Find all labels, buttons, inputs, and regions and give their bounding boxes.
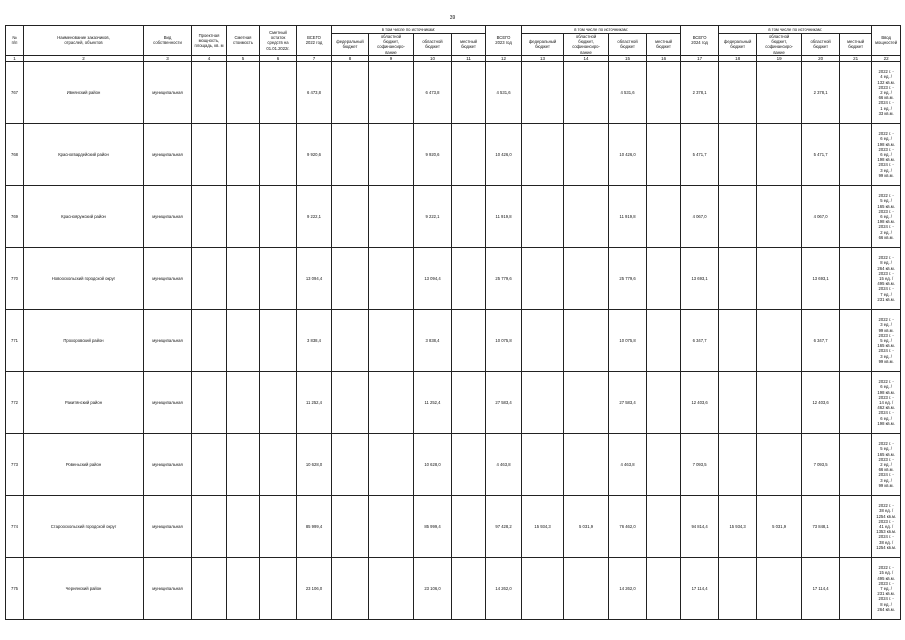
total-2024: 12 403,6 <box>681 372 719 434</box>
col-number: 16 <box>647 55 681 61</box>
total-2022: 13 094,4 <box>297 248 332 310</box>
col-number: 18 <box>719 55 757 61</box>
col-number: 1 <box>6 55 24 61</box>
capacity-design-cell <box>192 434 227 496</box>
regional-2024: 12 403,6 <box>802 372 840 434</box>
header-regional-cofin-2023: областной бюджет, софинансиро- вание <box>564 34 609 56</box>
table-row <box>6 310 901 372</box>
regional-cofin-2023 <box>564 372 609 434</box>
regional-2023: 14 262,0 <box>609 558 647 620</box>
federal-2022 <box>332 248 369 310</box>
col-number: 9 <box>369 55 414 61</box>
local-2022 <box>452 496 486 558</box>
local-2024 <box>840 124 872 186</box>
federal-2024 <box>719 372 757 434</box>
regional-2024: 7 093,5 <box>802 434 840 496</box>
object-name: Красногвардейский район <box>24 124 144 186</box>
regional-2023: 27 583,4 <box>609 372 647 434</box>
total-2022: 10 628,0 <box>297 434 332 496</box>
total-2024: 7 093,5 <box>681 434 719 496</box>
regional-cofin-2024 <box>757 558 802 620</box>
local-2024 <box>840 62 872 124</box>
ownership-type: муниципальная <box>144 310 192 372</box>
header-local-2024: местный бюджет <box>840 34 872 56</box>
header-no: № п/п <box>6 26 24 56</box>
regional-2023: 4 531,6 <box>609 62 647 124</box>
total-2023: 14 262,0 <box>486 558 522 620</box>
col-number: 20 <box>802 55 840 61</box>
local-2024 <box>840 558 872 620</box>
regional-2022: 85 999,4 <box>414 496 452 558</box>
total-2022: 9 222,1 <box>297 186 332 248</box>
page-number: 39 <box>449 15 456 21</box>
local-2023 <box>647 558 681 620</box>
local-2022 <box>452 372 486 434</box>
total-2023: 97 428,2 <box>486 496 522 558</box>
estimate-cell <box>227 124 260 186</box>
col-number: 14 <box>564 55 609 61</box>
regional-2022: 23 106,0 <box>414 558 452 620</box>
balance-cell <box>260 62 297 124</box>
local-2022 <box>452 124 486 186</box>
commissioning-cell: 2022 г. - 38 ед. / 1254 кв.м. 2023 г. - 41 ед. / 1353 кв.м. 2024 г. - 38 ед. / 1254 кв.м. <box>872 496 901 558</box>
regional-cofin-2022 <box>369 372 414 434</box>
total-2024: 2 378,1 <box>681 62 719 124</box>
balance-cell <box>260 186 297 248</box>
regional-cofin-2022 <box>369 62 414 124</box>
federal-2022 <box>332 372 369 434</box>
regional-2024: 5 471,7 <box>802 124 840 186</box>
header-federal-2023: федеральный бюджет <box>522 34 564 56</box>
header-regional-cofin-2022: областной бюджет, софинансиро- вание <box>369 34 414 56</box>
regional-cofin-2024 <box>757 62 802 124</box>
estimate-cell <box>227 62 260 124</box>
total-2022: 23 106,0 <box>297 558 332 620</box>
regional-2024: 4 067,0 <box>802 186 840 248</box>
col-number: 8 <box>332 55 369 61</box>
ownership-type: муниципальная <box>144 372 192 434</box>
total-2023: 4 463,8 <box>486 434 522 496</box>
federal-2024 <box>719 62 757 124</box>
table-row <box>6 558 901 620</box>
total-2024: 94 814,4 <box>681 496 719 558</box>
header-sources-2023: в том числе по источникам: <box>522 26 681 34</box>
regional-cofin-2024 <box>757 434 802 496</box>
federal-2022 <box>332 62 369 124</box>
regional-2022: 13 094,4 <box>414 248 452 310</box>
total-2024: 6 347,7 <box>681 310 719 372</box>
ownership-type: муниципальная <box>144 124 192 186</box>
local-2023 <box>647 434 681 496</box>
row-number: 770 <box>6 248 24 310</box>
table-row <box>6 124 901 186</box>
capacity-design-cell <box>192 124 227 186</box>
col-number: 21 <box>840 55 872 61</box>
local-2024 <box>840 434 872 496</box>
regional-cofin-2024 <box>757 248 802 310</box>
local-2024 <box>840 496 872 558</box>
regional-2024: 17 114,4 <box>802 558 840 620</box>
regional-cofin-2023 <box>564 434 609 496</box>
commissioning-cell: 2022 г. - 6 ед. / 198 кв.м. 2023 г. - 6 ед. / 198 кв.м. 2024 г. - 3 ед. / 99 кв.м. <box>872 124 901 186</box>
regional-cofin-2023 <box>564 248 609 310</box>
federal-2023 <box>522 186 564 248</box>
regional-2023: 25 779,6 <box>609 248 647 310</box>
local-2023 <box>647 62 681 124</box>
estimate-cell <box>227 434 260 496</box>
object-name: Ровеньский район <box>24 434 144 496</box>
object-name: Ракитянский район <box>24 372 144 434</box>
col-number: 3 <box>144 55 192 61</box>
federal-2024 <box>719 248 757 310</box>
regional-cofin-2023 <box>564 124 609 186</box>
regional-cofin-2023 <box>564 558 609 620</box>
regional-cofin-2022 <box>369 248 414 310</box>
table-row <box>6 62 901 124</box>
total-2024: 5 471,7 <box>681 124 719 186</box>
header-local-2023: местный бюджет <box>647 34 681 56</box>
federal-2023 <box>522 434 564 496</box>
capacity-design-cell <box>192 558 227 620</box>
commissioning-cell: 2022 г. - 8 ед. / 264 кв.м. 2023 г. - 15 ед. / 495 кв.м. 2024 г. - 7 ед. / 231 кв.м. <box>872 248 901 310</box>
total-2022: 6 473,8 <box>297 62 332 124</box>
local-2024 <box>840 186 872 248</box>
row-number: 769 <box>6 186 24 248</box>
total-2023: 25 779,6 <box>486 248 522 310</box>
commissioning-cell: 2022 г. - 4 ед. / 132 кв.м. 2023 г. - 2 ед. / 66 кв.м. 2024 г. - 1 ед. / 33 кв.м. <box>872 62 901 124</box>
local-2022 <box>452 62 486 124</box>
local-2022 <box>452 558 486 620</box>
regional-cofin-2022 <box>369 496 414 558</box>
regional-cofin-2022 <box>369 310 414 372</box>
federal-2024: 15 934,3 <box>719 496 757 558</box>
row-number: 774 <box>6 496 24 558</box>
regional-cofin-2022 <box>369 558 414 620</box>
estimate-cell <box>227 248 260 310</box>
commissioning-cell: 2022 г. - 5 ед. / 165 кв.м. 2023 г. - 2 ед. / 66 кв.м. 2024 г. - 3 ед. / 99 кв.м. <box>872 434 901 496</box>
col-number: 11 <box>452 55 486 61</box>
commissioning-cell: 2022 г. - 15 ед. / 495 кв.м. 2023 г. - 7 ед. / 231 кв.м. 2024 г. - 8 ед. / 264 кв.м. <box>872 558 901 620</box>
estimate-cell <box>227 310 260 372</box>
object-name: Прохоровский район <box>24 310 144 372</box>
header-federal-2024: федеральный бюджет <box>719 34 757 56</box>
ownership-type: муниципальная <box>144 558 192 620</box>
header-total-2023: ВСЕГО 2023 год <box>486 26 522 56</box>
col-number: 15 <box>609 55 647 61</box>
regional-2022: 9 920,6 <box>414 124 452 186</box>
row-number: 767 <box>6 62 24 124</box>
federal-2023: 15 934,3 <box>522 496 564 558</box>
regional-2024: 73 848,1 <box>802 496 840 558</box>
regional-cofin-2022 <box>369 186 414 248</box>
balance-cell <box>260 310 297 372</box>
col-number: 12 <box>486 55 522 61</box>
col-number: 5 <box>227 55 260 61</box>
regional-cofin-2023 <box>564 62 609 124</box>
balance-cell <box>260 558 297 620</box>
header-regional-2023: областной бюджет <box>609 34 647 56</box>
header-sources-2024: в том числе по источникам: <box>719 26 872 34</box>
local-2023 <box>647 310 681 372</box>
header-total-2022: ВСЕГО 2022 год <box>297 26 332 56</box>
regional-cofin-2023: 5 031,9 <box>564 496 609 558</box>
regional-cofin-2024 <box>757 310 802 372</box>
federal-2022 <box>332 186 369 248</box>
federal-2023 <box>522 310 564 372</box>
federal-2023 <box>522 372 564 434</box>
total-2023: 27 583,4 <box>486 372 522 434</box>
local-2022 <box>452 186 486 248</box>
federal-2022 <box>332 496 369 558</box>
federal-2024 <box>719 186 757 248</box>
row-number: 773 <box>6 434 24 496</box>
header-sources-2022: в том числе по источникам: <box>332 26 486 34</box>
regional-cofin-2023 <box>564 186 609 248</box>
total-2024: 17 114,4 <box>681 558 719 620</box>
col-number: 2 <box>24 55 144 61</box>
estimate-cell <box>227 372 260 434</box>
row-number: 771 <box>6 310 24 372</box>
federal-2022 <box>332 558 369 620</box>
local-2023 <box>647 248 681 310</box>
header-ownership: Вид собственности <box>144 26 192 56</box>
header-regional-cofin-2024: областной бюджет, софинансиро- вание <box>757 34 802 56</box>
total-2022: 11 252,4 <box>297 372 332 434</box>
total-2023: 10 426,0 <box>486 124 522 186</box>
capacity-design-cell <box>192 372 227 434</box>
col-number: 17 <box>681 55 719 61</box>
header-balance: Сметный остаток средств на 01.01.2022г. <box>260 26 297 56</box>
header-total-2024: ВСЕГО 2024 год <box>681 26 719 56</box>
ownership-type: муниципальная <box>144 62 192 124</box>
table-row <box>6 496 901 558</box>
estimate-cell <box>227 186 260 248</box>
estimate-cell <box>227 496 260 558</box>
regional-2024: 13 693,1 <box>802 248 840 310</box>
estimate-cell <box>227 558 260 620</box>
commissioning-cell: 2022 г. - 6 ед. / 198 кв.м. 2023 г. - 14 ед. / 462 кв.м. 2024 г. - 6 ед. / 198 кв.м. <box>872 372 901 434</box>
header-regional-2024: областной бюджет <box>802 34 840 56</box>
col-number: 19 <box>757 55 802 61</box>
local-2022 <box>452 310 486 372</box>
regional-2023: 10 426,0 <box>609 124 647 186</box>
capacity-design-cell <box>192 496 227 558</box>
capacity-design-cell <box>192 186 227 248</box>
header-local-2022: местный бюджет <box>452 34 486 56</box>
col-number: 10 <box>414 55 452 61</box>
local-2023 <box>647 124 681 186</box>
regional-cofin-2023 <box>564 310 609 372</box>
table-row <box>6 186 901 248</box>
federal-2023 <box>522 248 564 310</box>
local-2022 <box>452 248 486 310</box>
table-row <box>6 434 901 496</box>
object-name: Старооскольский городской округ <box>24 496 144 558</box>
federal-2022 <box>332 310 369 372</box>
regional-2022: 3 838,4 <box>414 310 452 372</box>
local-2024 <box>840 248 872 310</box>
investment-table <box>5 25 901 620</box>
ownership-type: муниципальная <box>144 496 192 558</box>
object-name: Новооскольский городской округ <box>24 248 144 310</box>
capacity-design-cell <box>192 248 227 310</box>
col-number: 4 <box>192 55 227 61</box>
regional-cofin-2024 <box>757 372 802 434</box>
regional-2022: 11 252,4 <box>414 372 452 434</box>
capacity-design-cell <box>192 310 227 372</box>
total-2024: 4 067,0 <box>681 186 719 248</box>
regional-2024: 6 347,7 <box>802 310 840 372</box>
header-capacity-design: Проектная мощность, площадь, кв. м <box>192 26 227 56</box>
local-2024 <box>840 372 872 434</box>
total-2023: 11 919,8 <box>486 186 522 248</box>
total-2022: 9 920,6 <box>297 124 332 186</box>
local-2023 <box>647 186 681 248</box>
object-name: Ивнянский район <box>24 62 144 124</box>
row-number: 775 <box>6 558 24 620</box>
table-row <box>6 372 901 434</box>
table-row <box>6 248 901 310</box>
row-number: 772 <box>6 372 24 434</box>
federal-2023 <box>522 62 564 124</box>
federal-2024 <box>719 434 757 496</box>
regional-2023: 10 075,8 <box>609 310 647 372</box>
regional-cofin-2024: 5 031,9 <box>757 496 802 558</box>
commissioning-cell: 2022 г. - 5 ед. / 165 кв.м. 2023 г. - 6 ед. / 198 кв.м. 2024 г. - 2 ед. / 66 кв.м. <box>872 186 901 248</box>
header-commissioning: Ввод мощностей <box>872 26 901 56</box>
object-name: Чернянский район <box>24 558 144 620</box>
local-2023 <box>647 496 681 558</box>
federal-2023 <box>522 124 564 186</box>
local-2023 <box>647 372 681 434</box>
object-name: Краснояружский район <box>24 186 144 248</box>
balance-cell <box>260 124 297 186</box>
header-federal-2022: федеральный бюджет <box>332 34 369 56</box>
ownership-type: муниципальная <box>144 434 192 496</box>
regional-2023: 76 462,0 <box>609 496 647 558</box>
col-number: 13 <box>522 55 564 61</box>
regional-2022: 9 222,1 <box>414 186 452 248</box>
header-name: Наименование заказчиков, отраслей, объектов <box>24 26 144 56</box>
total-2022: 85 999,4 <box>297 496 332 558</box>
total-2023: 4 531,6 <box>486 62 522 124</box>
federal-2023 <box>522 558 564 620</box>
balance-cell <box>260 372 297 434</box>
regional-cofin-2024 <box>757 124 802 186</box>
federal-2022 <box>332 434 369 496</box>
federal-2024 <box>719 558 757 620</box>
balance-cell <box>260 496 297 558</box>
header-regional-2022: областной бюджет <box>414 34 452 56</box>
regional-2022: 6 473,8 <box>414 62 452 124</box>
col-number: 6 <box>260 55 297 61</box>
col-number: 7 <box>297 55 332 61</box>
row-number: 768 <box>6 124 24 186</box>
regional-2024: 2 378,1 <box>802 62 840 124</box>
capacity-design-cell <box>192 62 227 124</box>
commissioning-cell: 2022 г. - 3 ед. / 99 кв.м. 2023 г. - 5 ед. / 165 кв.м. 2024 г. - 3 ед. / 99 кв.м. <box>872 310 901 372</box>
regional-cofin-2022 <box>369 434 414 496</box>
federal-2022 <box>332 124 369 186</box>
total-2023: 10 075,8 <box>486 310 522 372</box>
federal-2024 <box>719 124 757 186</box>
col-number: 22 <box>872 55 901 61</box>
regional-2023: 11 919,8 <box>609 186 647 248</box>
regional-2023: 4 463,8 <box>609 434 647 496</box>
balance-cell <box>260 434 297 496</box>
total-2022: 3 838,4 <box>297 310 332 372</box>
total-2024: 13 693,1 <box>681 248 719 310</box>
regional-cofin-2024 <box>757 186 802 248</box>
ownership-type: муниципальная <box>144 186 192 248</box>
ownership-type: муниципальная <box>144 248 192 310</box>
regional-2022: 10 628,0 <box>414 434 452 496</box>
balance-cell <box>260 248 297 310</box>
federal-2024 <box>719 310 757 372</box>
local-2024 <box>840 310 872 372</box>
header-estimate: Сметная стоимость <box>227 26 260 56</box>
regional-cofin-2022 <box>369 124 414 186</box>
local-2022 <box>452 434 486 496</box>
